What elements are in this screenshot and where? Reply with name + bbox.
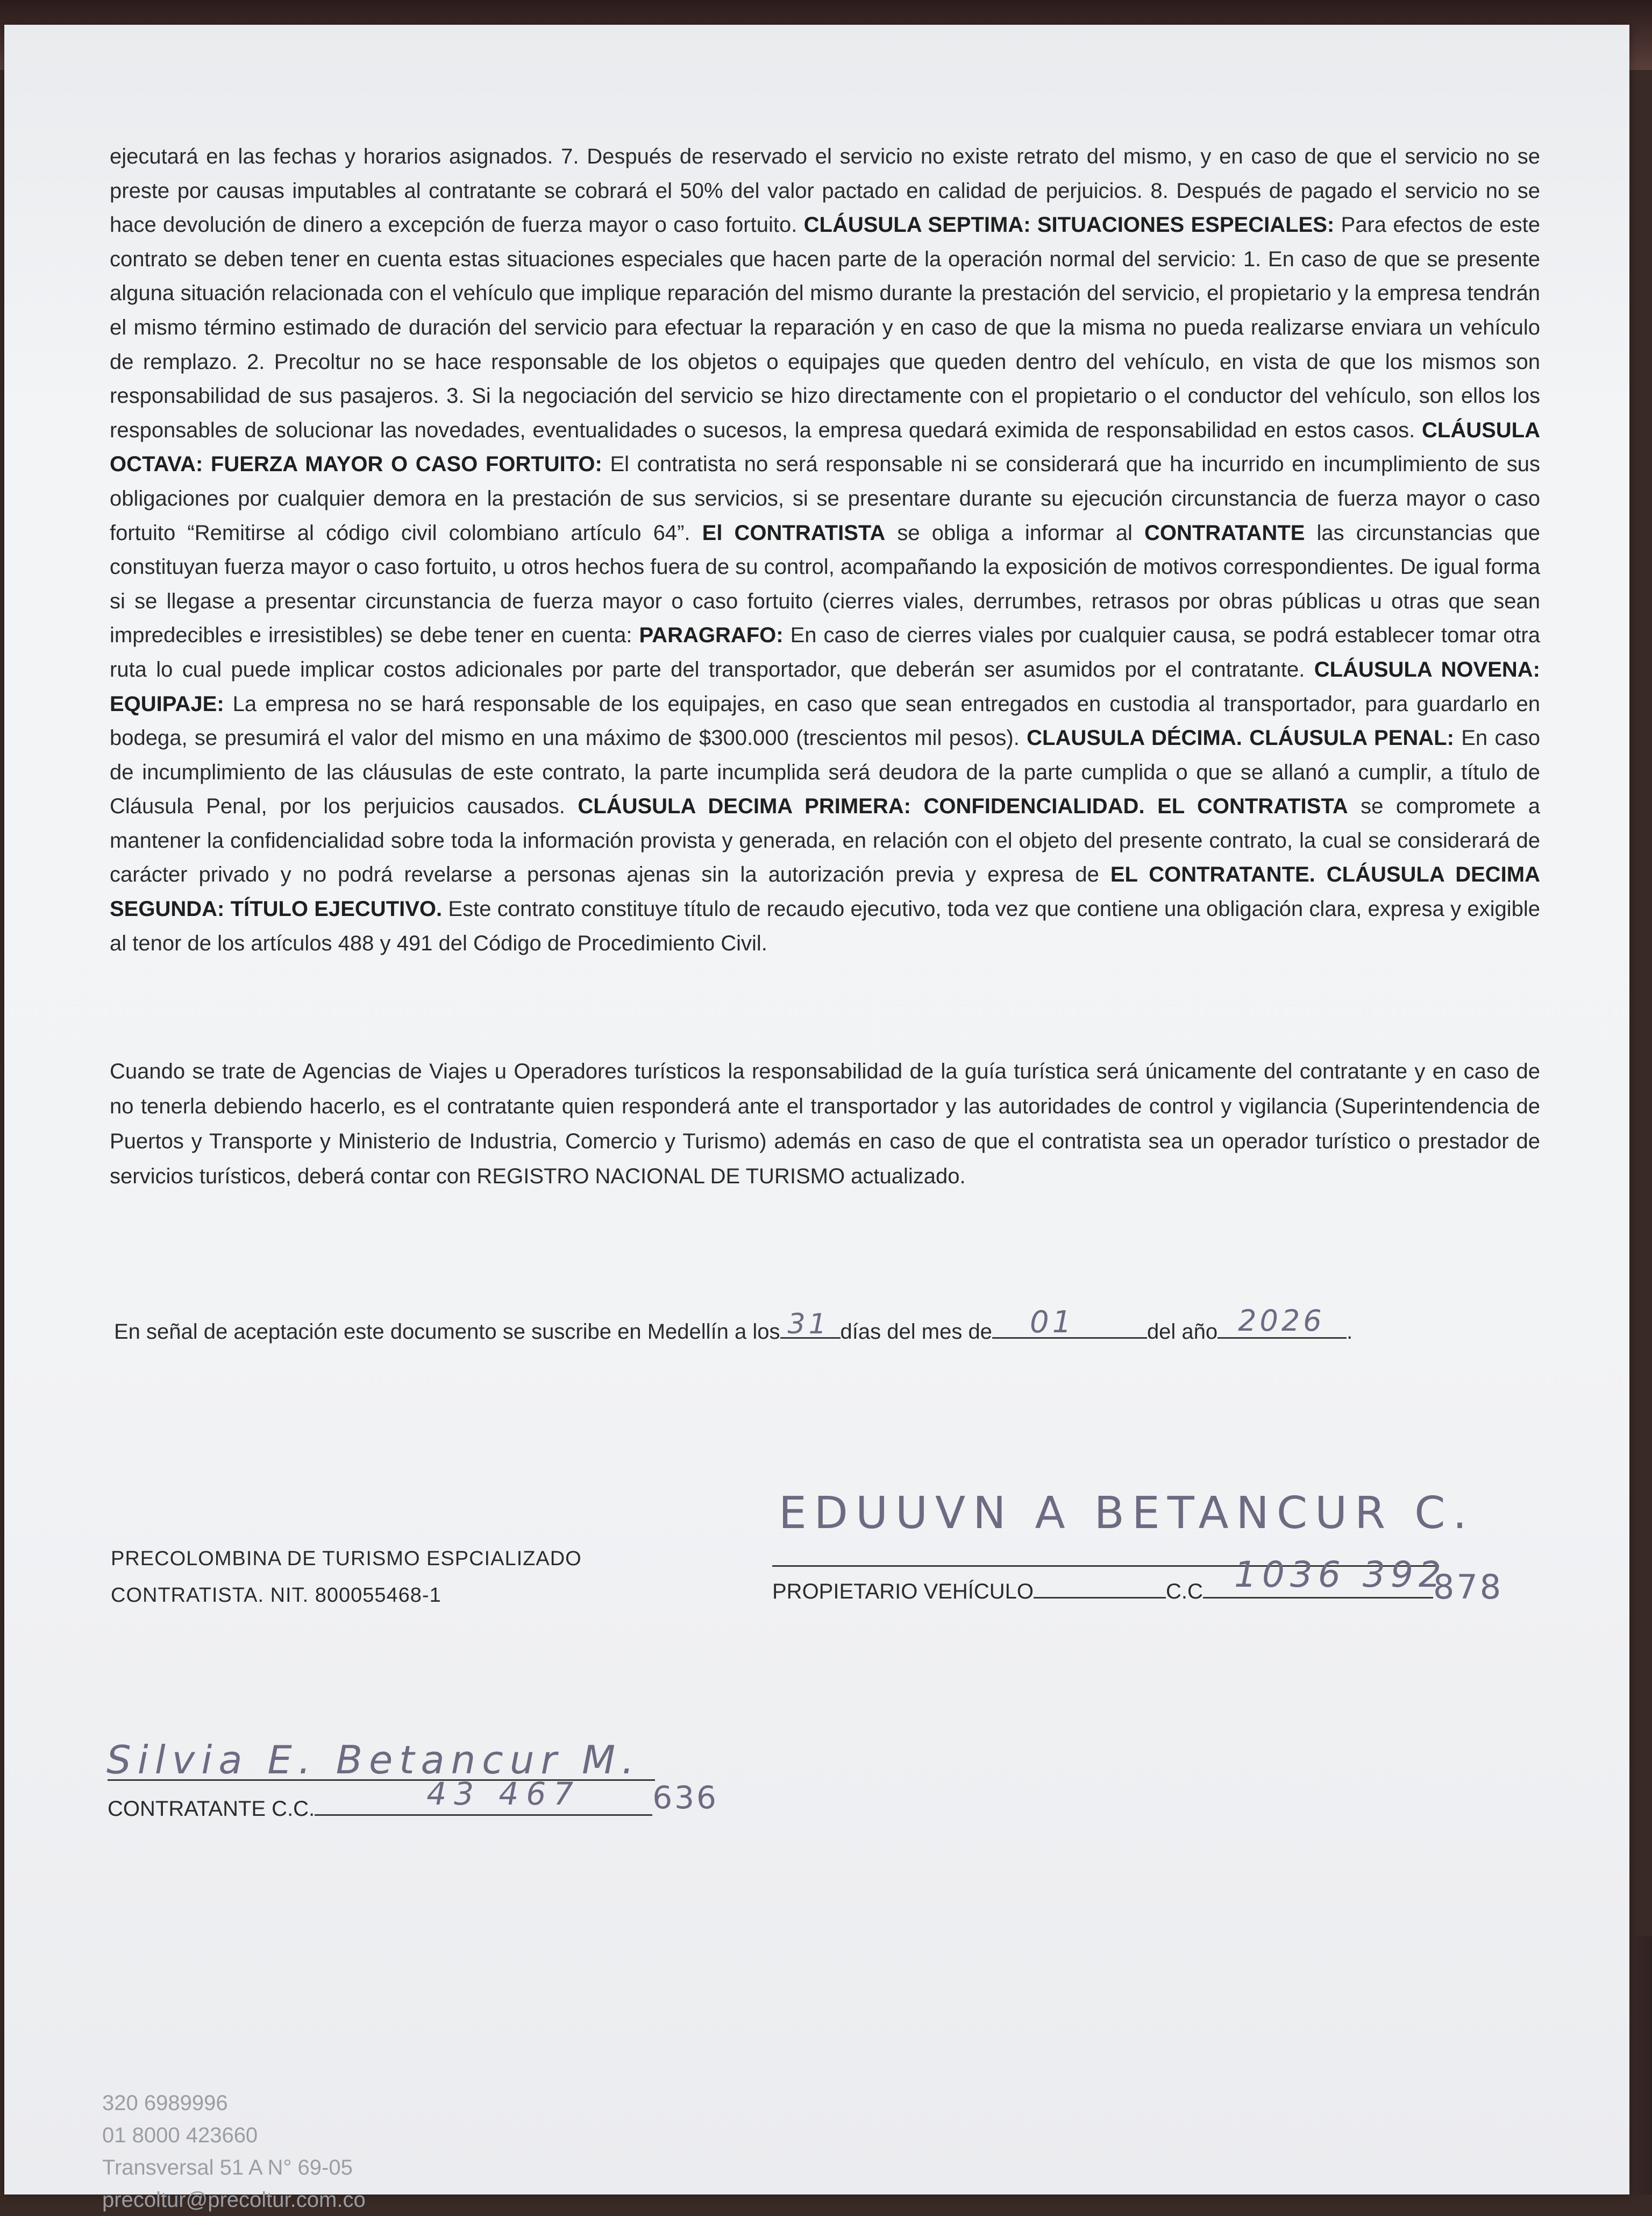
- clause-text-10: En caso de incumplimiento de las cláusulas de este contrato, la parte incumplida será deudora de la parte cumplida o que se allanó a cumplir, a título de Cláusula Penal, por los perjuicios causados.: [110, 726, 1540, 819]
- clause-text-7: Para efectos de este contrato se deben tener en cuenta estas situaciones especiales que hacen parte de la operación normal del servicio: 1. En caso de que se presente alguna situación relacionada con el vehículo que implique reparación del mismo durante la prestación del servicio, el propietario y la empresa tendrán el mismo término estimado de duración del servicio para efectuar la reparación y en caso de que la misma no pueda realizarse enviara un vehículo de remplazo. 2. Precoltur no se hace responsable de los objetos o equipajes que queden dentro del vehículo, en vista de que los mismos son responsabilidad de sus pasajeros. 3. Si la negociación del servicio se hizo directamente con el propietario o el conductor del vehículo, son ellos los responsables de solucionar las novedades, eventualidades o sucesos, la empresa quedará eximida de responsabilidad en estos casos.: [110, 213, 1541, 442]
- clause-heading-11: CLÁUSULA DECIMA PRIMERA: CONFIDENCIALIDAD. EL CONTRATISTA: [578, 794, 1348, 819]
- contract-clauses: [110, 140, 1540, 961]
- owner-cc-handwritten: 1036 392: [1234, 1554, 1447, 1595]
- acceptance-line: [114, 1304, 1353, 1344]
- owner-cc-blank: [1203, 1554, 1447, 1599]
- clause-heading-10: CLAUSULA DÉCIMA. CLÁUSULA PENAL:: [1027, 726, 1454, 750]
- clause-bold-contratista: El CONTRATISTA: [702, 521, 886, 545]
- contratante-label: CONTRATANTE C.C.: [108, 1797, 315, 1821]
- owner-signature-block: [772, 1554, 1504, 1607]
- clause-text-8a: El contratista no será responsable ni se considerará que ha incurrido en incumplimiento de sus obligaciones por cualquier demora en la prestación de sus servicios, si se presentare durante su ejecución circunstancia de fuerza mayor o caso fortuito “Remitirse al código civil colombiano artículo 64”.: [110, 452, 1540, 545]
- clause-text-intro: ejecutará en las fechas y horarios asignados. 7. Después de reservado el servicio no existe retrato del mismo, y en caso de que el servicio no se preste por causas imputables al contratante se cobrará el 50% del valor pactado en calidad de perjuicios. 8. Después de pagado el servicio no se hace devolución de dinero a excepción de fuerza mayor o caso fortuito.: [110, 145, 1540, 237]
- clause-text-12: Este contrato constituye título de recaudo ejecutivo, toda vez que contiene una obligación clara, expresa y exigible al tenor de los artículos 488 y 491 del Código de Procedimiento Civil.: [110, 897, 1541, 955]
- owner-blank: [1034, 1575, 1166, 1599]
- acceptance-prefix: En señal de aceptación este documento se suscribe en Medellín a los: [114, 1320, 780, 1344]
- clause-heading-12: EL CONTRATANTE. CLÁUSULA DECIMA SEGUNDA: TÍTULO EJECUTIVO.: [110, 863, 1540, 921]
- day-blank: [780, 1308, 841, 1340]
- clause-heading-8: CLÁUSULA OCTAVA: FUERZA MAYOR O CASO FORTUITO:: [110, 418, 1540, 477]
- year-blank: [1217, 1304, 1347, 1339]
- footer-phone-mobile: 320 6989996: [102, 2091, 228, 2115]
- contratante-name-handwritten: Silvia E. Betancur M.: [106, 1737, 640, 1782]
- tourism-paragraph: Cuando se trate de Agencias de Viajes u Operadores turísticos la responsabilidad de la guía turística será únicamente del contratante y en caso de no tenerla debiendo hacerlo, es el contratante quien responderá ante el transportador y las autoridades de control y vigilancia (Superintendencia de Puertos y Transporte y Ministerio de Industria, Comercio y Turismo) además en caso de que el contratista sea un operador turístico o prestador de servicios turísticos, deberá contar con REGISTRO NACIONAL DE TURISMO actualizado.: [110, 1060, 1540, 1188]
- clause-text-9: La empresa no se hará responsable de los equipajes, en caso que sean entregados en custodia al transportador, para guardarlo en bodega, se presumirá el valor del mismo en una máximo de $300.000 (trescientos mil pesos).: [110, 692, 1540, 750]
- contratante-cc-tail: 636: [652, 1779, 718, 1816]
- year-handwritten: 2026: [1238, 1304, 1325, 1338]
- clause-bold-contratante: CONTRATANTE: [1144, 521, 1305, 545]
- clause-text-8d: En caso de cierres viales por cualquier causa, se podrá establecer tomar otra ruta lo cual puede implicar costos adicionales por parte del transportador, que deberán ser asumidos por el contratante.: [110, 623, 1540, 681]
- owner-label: PROPIETARIO VEHÍCULO: [772, 1580, 1034, 1603]
- day-handwritten: 31: [787, 1308, 830, 1340]
- contratante-cc-blank: [315, 1775, 652, 1816]
- owner-cc-label: C.C: [1166, 1580, 1203, 1603]
- days-label: días del mes de: [840, 1320, 992, 1344]
- contratista-signature-block: [111, 1540, 582, 1614]
- owner-name-handwritten: EDUUVN A BETANCUR C.: [779, 1488, 1475, 1539]
- acceptance-suffix: .: [1347, 1320, 1353, 1344]
- year-label: del año: [1147, 1320, 1218, 1344]
- contratante-cc-handwritten: 43 467: [426, 1775, 581, 1812]
- month-blank: [992, 1305, 1147, 1340]
- contract-page: [4, 25, 1629, 2212]
- clause-text-11: se compromete a mantener la confidencialidad sobre toda la información provista y generada, en relación con el objeto del presente contrato, la cual se considerará de carácter privado y no podrá revelarse a personas ajenas sin la autorización previa y expresa de: [110, 794, 1540, 887]
- footer-phone-tollfree: 01 8000 423660: [102, 2123, 258, 2147]
- clause-heading-7: CLÁUSULA SEPTIMA: SITUACIONES ESPECIALES:: [803, 213, 1335, 237]
- company-role-nit: CONTRATISTA. NIT. 800055468-1: [111, 1584, 442, 1607]
- clause-text-8b: se obliga a informar al: [885, 521, 1144, 545]
- company-name: PRECOLOMBINA DE TURISMO ESPCIALIZADO: [111, 1547, 582, 1570]
- owner-cc-tail: 878: [1433, 1567, 1504, 1607]
- footer-email: precoltur@precoltur.com.co: [102, 2188, 366, 2212]
- page-edge-shadow: [1630, 1936, 1652, 2194]
- clause-text-8c: las circunstancias que constituyan fuerza mayor o caso fortuito, u otros hechos fuera de su control, acompañando la exposición de motivos correspondientes. De igual forma si se llegase a presentar circunstancia de fuerza mayor o caso fortuito (cierres viales, derrumbes, retrasos por obras públicas u otras que sean impredecibles e irresistibles) se debe tener en cuenta:: [110, 521, 1541, 648]
- clause-bold-paragrafo: PARAGRAFO:: [639, 623, 784, 648]
- footer-address: Transversal 51 A N° 69-05: [102, 2156, 353, 2179]
- month-handwritten: 01: [1029, 1305, 1075, 1340]
- contratante-signature-block: [108, 1775, 718, 1823]
- company-footer: [102, 2087, 366, 2216]
- clause-heading-9: CLÁUSULA NOVENA: EQUIPAJE:: [110, 657, 1540, 716]
